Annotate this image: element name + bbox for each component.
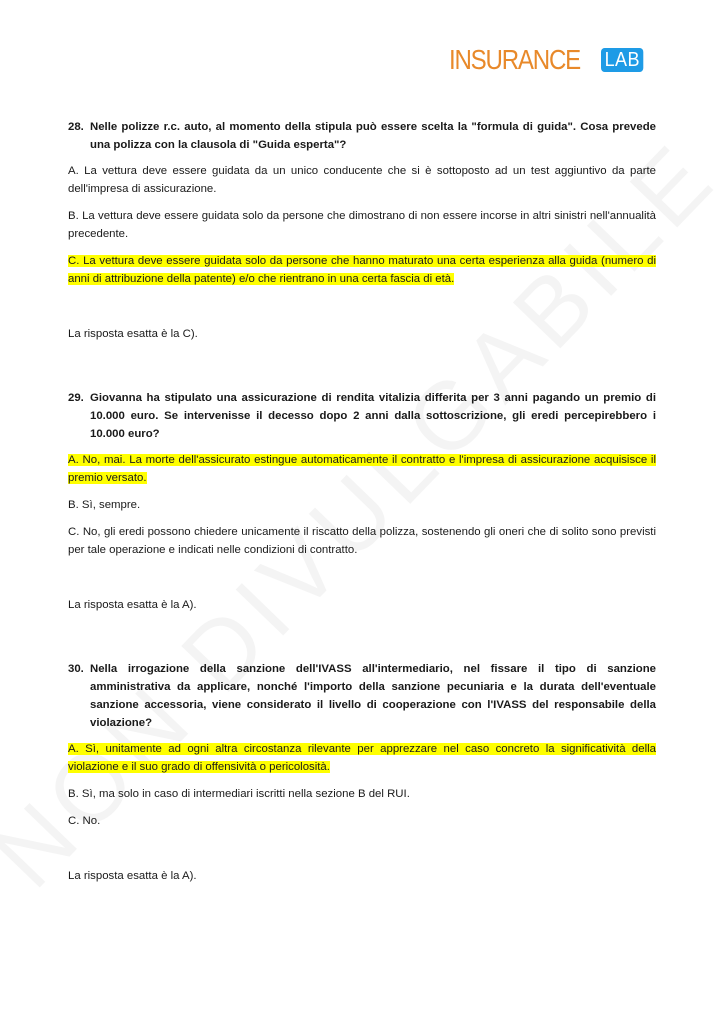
question-30	[68, 660, 656, 885]
question-number: 28.	[68, 121, 84, 133]
question-heading	[68, 660, 656, 732]
quiz-content	[68, 118, 656, 931]
option-text: B. La vettura deve essere guidata solo da persone che dimostrano di non essere incorse in altri sinistri nell'annualità precedente.	[68, 210, 656, 240]
option-text-highlighted: C. La vettura deve essere guidata solo da persone che hanno maturato una certa esperienza alla guida (numero di anni di attribuzione della patente) e/o che rientrano in una certa fascia di età.	[68, 255, 656, 285]
question-heading	[68, 118, 656, 154]
option-text: C. No, gli eredi possono chiedere unicamente il riscatto della polizza, sostenendo gli oneri che di solito sono previsti per tale operazione e indicati nelle condizioni di contratto.	[68, 526, 656, 556]
option-b	[68, 496, 656, 514]
correct-answer-note: La risposta esatta è la A).	[68, 870, 197, 882]
question-number: 29.	[68, 392, 84, 404]
question-28	[68, 118, 656, 343]
option-text: B. Sì, ma solo in caso di intermediari iscritti nella sezione B del RUI.	[68, 788, 410, 800]
option-a-correct	[68, 451, 656, 487]
option-c	[68, 523, 656, 559]
question-text: Giovanna ha stipulato una assicurazione di rendita vitalizia differita per 3 anni pagando un premio di 10.000 euro. Se intervenisse il decesso dopo 2 anni dalla sottoscrizione, gli eredi percepirebbero i 10.000 euro?	[90, 392, 656, 440]
option-text: A. La vettura deve essere guidata da un unico conducente che si è sottoposto ad un test aggiuntivo da parte dell'impresa di assicurazione.	[68, 165, 656, 195]
question-number: 30.	[68, 663, 84, 675]
option-text: B. Sì, sempre.	[68, 499, 141, 511]
insurancelab-logo	[449, 46, 648, 74]
question-29	[68, 389, 656, 614]
option-b	[68, 207, 656, 243]
option-text-highlighted: A. Sì, unitamente ad ogni altra circostanza rilevante per apprezzare nel caso concreto la significatività della violazione e il suo grado di offensività o pericolosità.	[68, 743, 656, 773]
logo-badge: LAB	[601, 48, 644, 72]
logo-text: INSURANCE	[449, 44, 580, 75]
option-a	[68, 162, 656, 198]
option-a-correct	[68, 740, 656, 776]
option-c	[68, 812, 656, 830]
question-text: Nelle polizze r.c. auto, al momento della stipula può essere scelta la "formula di guida". Cosa prevede una polizza con la clausola di "Guida esperta"?	[90, 121, 656, 151]
correct-answer-note: La risposta esatta è la C).	[68, 328, 198, 340]
option-b	[68, 785, 656, 803]
option-text: C. No.	[68, 815, 101, 827]
question-heading	[68, 389, 656, 443]
question-text: Nella irrogazione della sanzione dell'IVASS all'intermediario, nel fissare il tipo di sanzione amministrativa da applicare, nonché l'importo della sanzione pecuniaria e la durata dell'eventuale sanzione accessoria, viene considerato il livello di cooperazione con l'IVASS del responsabile della violazione?	[90, 663, 656, 729]
option-text-highlighted: A. No, mai. La morte dell'assicurato estingue automaticamente il contratto e l'impresa di assicurazione acquisisce il premio versato.	[68, 454, 656, 484]
option-c-correct	[68, 252, 656, 288]
correct-answer-note: La risposta esatta è la A).	[68, 599, 197, 611]
